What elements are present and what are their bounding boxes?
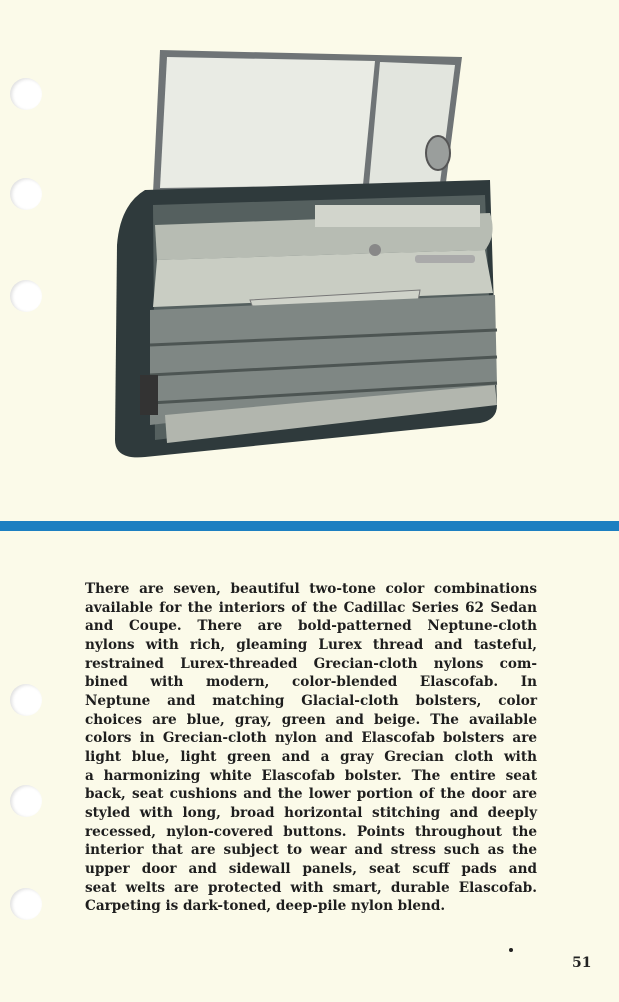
body-line: choices are blue, gray, green and beige. The available: [85, 711, 537, 728]
body-line: Neptune and matching Glacial-cloth bolsters, color: [85, 692, 537, 709]
body-line: upper door and sidewall panels, seat scuff pads and: [85, 860, 537, 877]
body-line: recessed, nylon-covered buttons. Points throughout the: [85, 823, 537, 840]
door-panel-illustration: [105, 45, 505, 465]
body-line: interior that are subject to wear and stress such as the: [85, 842, 537, 859]
body-line: bined with modern, color-blended Elascofab. In: [85, 674, 537, 691]
body-line: light blue, light green and a gray Grecian cloth with: [85, 748, 537, 765]
body-line: restrained Lurex-threaded Grecian-cloth nylons com-: [85, 655, 537, 672]
body-paragraph: [85, 580, 537, 916]
binder-hole: [10, 78, 42, 110]
body-line: styled with long, broad horizontal stitching and deeply: [85, 804, 537, 821]
body-line: seat welts are protected with smart, durable Elascofab.: [85, 879, 537, 896]
binder-hole: [10, 280, 42, 312]
accent-divider: [0, 521, 619, 531]
body-line: colors in Grecian-cloth nylon and Elascofab bolsters are: [85, 730, 537, 747]
body-line: nylons with rich, gleaming Lurex thread and tasteful,: [85, 636, 537, 653]
body-line: and Coupe. There are bold-patterned Neptune-cloth: [85, 618, 537, 635]
binder-hole: [10, 178, 42, 210]
body-line: available for the interiors of the Cadillac Series 62 Sedan: [85, 599, 537, 616]
page-number: 51: [572, 955, 592, 971]
body-line: There are seven, beautiful two-tone color combinations: [85, 581, 537, 597]
body-line: Carpeting is dark-toned, deep-pile nylon blend.: [85, 898, 446, 915]
binder-hole: [10, 888, 42, 920]
bullet-mark: [509, 948, 513, 952]
binder-hole: [10, 684, 42, 716]
binder-hole: [10, 785, 42, 817]
body-line: back, seat cushions and the lower portion of the door are: [85, 786, 537, 803]
body-line: a harmonizing white Elascofab bolster. The entire seat: [85, 767, 537, 784]
